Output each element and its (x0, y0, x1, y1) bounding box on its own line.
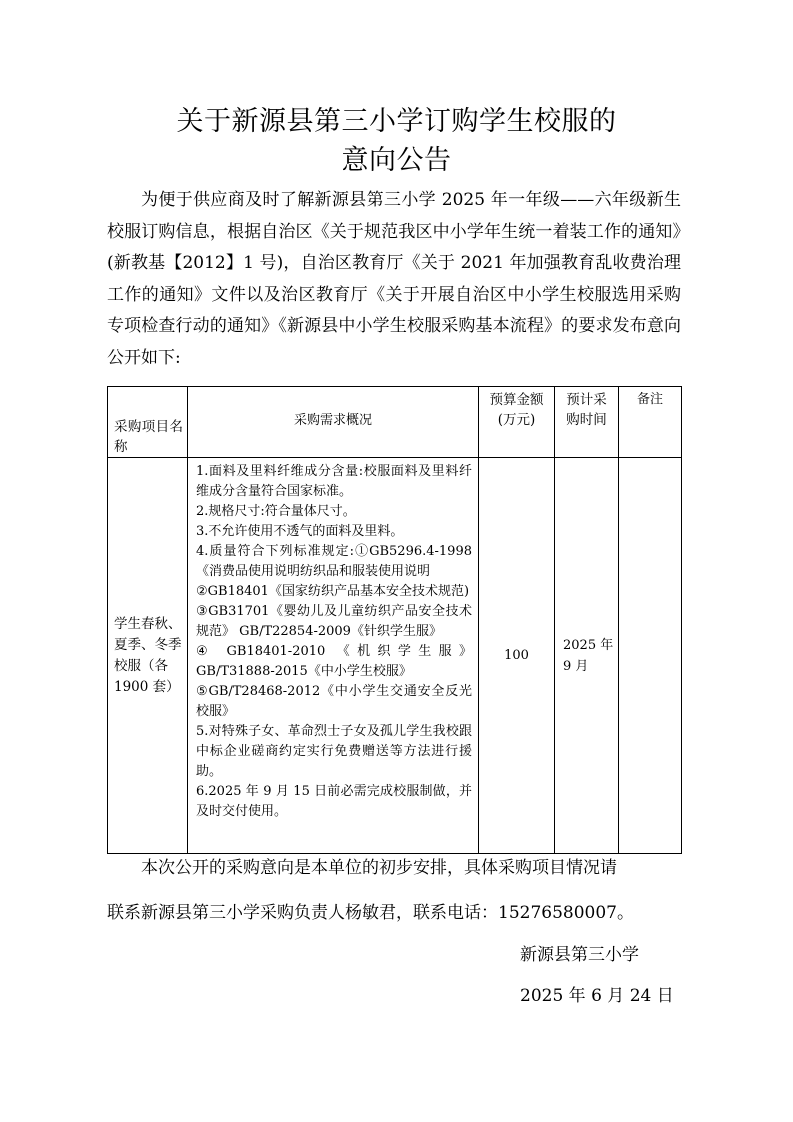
title-line-1: 关于新源县第三小学订购学生校服的 (176, 106, 617, 137)
requirement-item: 3.不允许使用不透气的面料及里料。 (196, 524, 404, 539)
header-budget-line1: 预算金额 (489, 392, 544, 408)
project-name-line3: 校服（各 (114, 657, 168, 674)
procurement-table (107, 386, 682, 854)
requirement-item: ②GB18401《国家纺织产品基本安全技术规范) (196, 584, 470, 599)
requirement-item: ③GB31701《婴幼儿及儿童纺织产品安全技术规范》 GB/T22854-2009《针织学生服》 (196, 604, 472, 639)
requirement-item: 1.面料及里料纤维成分含量:校服面料及里料纤维成分含量符合国家标准。 (196, 464, 472, 499)
header-project-name: 采购项目名称 (108, 387, 188, 458)
time-cell (555, 458, 619, 854)
header-requirements: 采购需求概况 (188, 387, 479, 458)
budget-cell: 100 (479, 458, 555, 854)
requirement-item: 5.对特殊子女、革命烈士子女及孤儿学生我校跟中标企业磋商约定实行免费赠送等方法进行援助。 (196, 724, 472, 779)
table-row (108, 458, 682, 854)
requirements-cell (188, 458, 479, 854)
header-budget-line2: (万元) (497, 412, 536, 428)
time-line1: 2025 年 (563, 637, 614, 653)
header-budget (479, 387, 555, 458)
project-name-line2: 夏季、冬季 (114, 636, 182, 653)
requirement-item: 6.2025 年 9 月 15 日前必需完成校服制做，并及时交付使用。 (196, 784, 472, 819)
table-header-row (108, 387, 682, 458)
header-time-line2: 购时间 (566, 412, 607, 428)
intro-text: 为便于供应商及时了解新源县第三小学 2025 年一年级——六年级新生校服订购信息，根据自治区《关于规范我区中小学年生统一着装工作的通知》(新教基【2012】1 号)，自治区教育厅《关于 2021 年加强教育乱收费治理工作的通知》文件以及治区教育厅《关于开展自治区中小学生校服选用采购专项检查行动的通知》《新源县中小学生校服采购基本流程》的要求发布意向公开如下: (107, 190, 681, 368)
header-time (555, 387, 619, 458)
date: 2025 年 6 月 24 日 (520, 986, 674, 1006)
closing-line-2: 联系新源县第三小学采购负责人杨敏君，联系电话：15276580007。 (107, 903, 634, 923)
intro-paragraph (107, 185, 681, 374)
project-name-line4: 1900 套） (114, 678, 180, 695)
requirement-item: ⑤GB/T28468-2012《中小学生交通安全反光校服》 (196, 684, 472, 719)
time-line2: 9 月 (563, 658, 589, 674)
title-line-2: 意向公告 (341, 145, 452, 176)
header-time-line1: 预计采 (566, 392, 607, 408)
remarks-cell (619, 458, 682, 854)
closing-line-1: 本次公开的采购意向是本单位的初步安排，具体采购项目情况请 (141, 858, 617, 878)
project-name-line1: 学生春秋、 (114, 615, 182, 632)
requirement-item: 2.规格尺寸:符合量体尺寸。 (196, 504, 356, 519)
signature: 新源县第三小学 (520, 945, 639, 965)
header-remarks: 备注 (619, 387, 682, 458)
project-name-cell (108, 458, 188, 854)
requirement-item: ④ GB18401-2010 《机织学生服》GB/T31888-2015《中小学生校服》 (196, 644, 472, 679)
requirement-item: 4.质量符合下列标准规定:①GB5296.4-1998《消费品使用说明纺织品和服装使用说明 (196, 544, 472, 579)
